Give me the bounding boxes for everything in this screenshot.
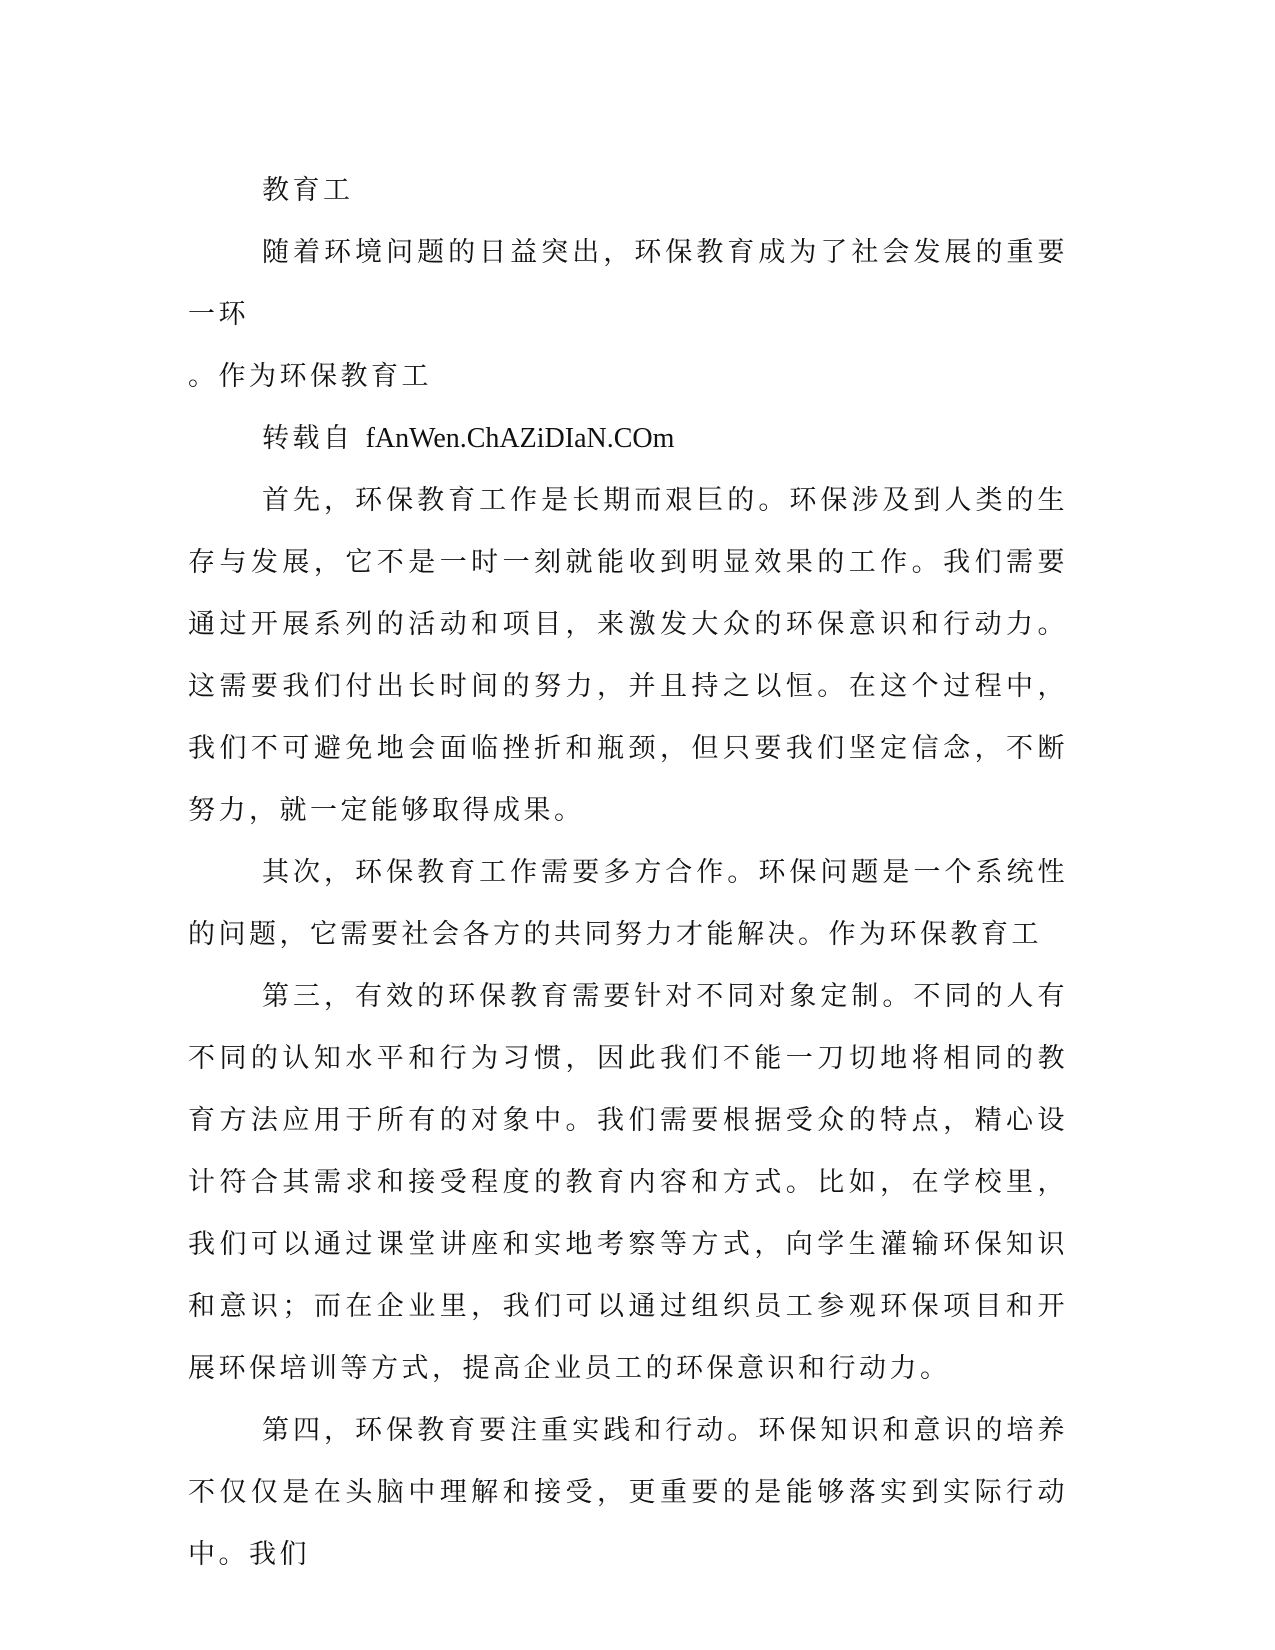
document-body bbox=[188, 160, 1068, 1586]
paragraph-fourth-point: 第四，环保教育要注重实践和行动。环保知识和意识的培养不仅仅是在头脑中理解和接受，更重要的是能够落实到实际行动中。我们 bbox=[188, 1415, 1068, 1570]
source-site: fAnWen.ChAZiDIaN.COm bbox=[365, 423, 675, 454]
paragraph-heading-fragment: 教育工 bbox=[262, 175, 354, 206]
source-prefix: 转载自 bbox=[262, 423, 366, 454]
paragraph-intro: 随着环境问题的日益突出，环保教育成为了社会发展的重要一环 bbox=[188, 237, 1068, 330]
paragraph-third-point: 第三，有效的环保教育需要针对不同对象定制。不同的人有不同的认知水平和行为习惯，因此我们不能一刀切地将相同的教育方法应用于所有的对象中。我们需要根据受众的特点，精心设计符合其需求和接受程度的教育内容和方式。比如，在学校里，我们可以通过课堂讲座和实地考察等方式，向学生灌输环保知识和意识；而在企业里，我们可以通过组织员工参观环保项目和开展环保培训等方式，提高企业员工的环保意识和行动力。 bbox=[188, 981, 1068, 1384]
paragraph-second-point: 其次，环保教育工作需要多方合作。环保问题是一个系统性的问题，它需要社会各方的共同努力才能解决。作为环保教育工 bbox=[188, 857, 1068, 950]
paragraph-first-point: 首先，环保教育工作是长期而艰巨的。环保涉及到人类的生存与发展，它不是一时一刻就能收到明显效果的工作。我们需要通过开展系列的活动和项目，来激发大众的环保意识和行动力。这需要我们付出长时间的努力，并且持之以恒。在这个过程中，我们不可避免地会面临挫折和瓶颈，但只要我们坚定信念，不断努力，就一定能够取得成果。 bbox=[188, 485, 1068, 826]
paragraph-intro-continuation: 。作为环保教育工 bbox=[188, 361, 432, 392]
paragraph-source bbox=[188, 408, 1068, 470]
